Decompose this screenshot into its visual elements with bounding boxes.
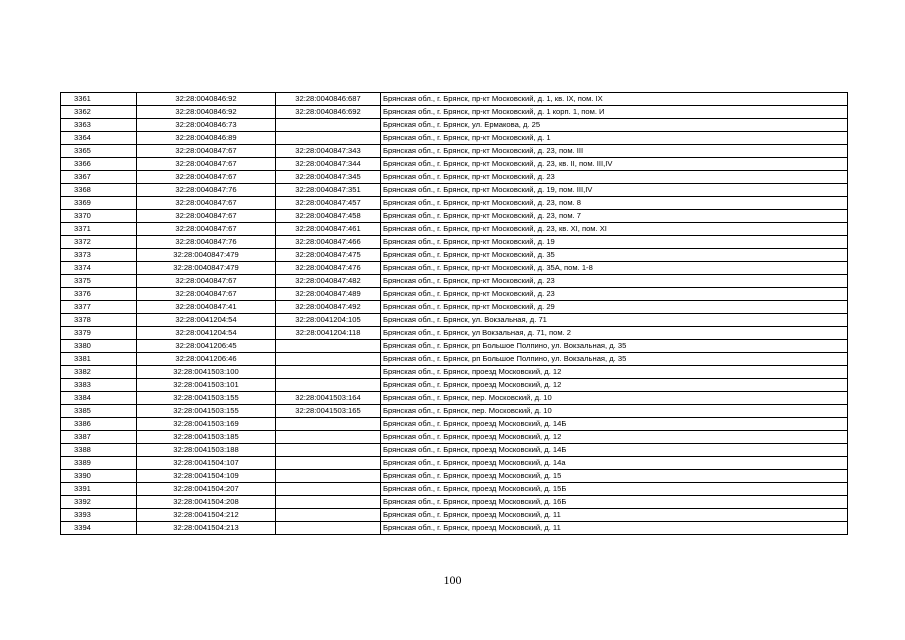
address-cell: Брянская обл., г. Брянск, ул Вокзальная, д. 71, пом. 2: [381, 327, 848, 340]
cadastral-number-cell: 32:28:0040846:89: [137, 132, 276, 145]
object-cadastral-number-cell: [276, 496, 381, 509]
cadastral-number-cell: 32:28:0041504:109: [137, 470, 276, 483]
address-cell: Брянская обл., г. Брянск, пр-кт Московский, д. 23, кв. XI, пом. XI: [381, 223, 848, 236]
table-row: [61, 340, 848, 353]
object-cadastral-number-cell: 32:28:0041204:105: [276, 314, 381, 327]
cadastral-number-cell: 32:28:0040847:67: [137, 197, 276, 210]
address-cell: Брянская обл., г. Брянск, пр-кт Московский, д. 23: [381, 288, 848, 301]
table-row: [61, 444, 848, 457]
address-cell: Брянская обл., г. Брянск, пр-кт Московский, д. 1, кв. IX, пом. IX: [381, 93, 848, 106]
cadastral-number-cell: 32:28:0040847:76: [137, 236, 276, 249]
row-number-cell: 3382: [61, 366, 137, 379]
row-number-cell: 3370: [61, 210, 137, 223]
row-number-cell: 3361: [61, 93, 137, 106]
table-row: [61, 132, 848, 145]
table-row: [61, 301, 848, 314]
address-cell: Брянская обл., г. Брянск, пр-кт Московский, д. 19: [381, 236, 848, 249]
table-row: [61, 262, 848, 275]
cadastral-number-cell: 32:28:0041503:100: [137, 366, 276, 379]
object-cadastral-number-cell: [276, 418, 381, 431]
row-number-cell: 3394: [61, 522, 137, 535]
cadastral-number-cell: 32:28:0040847:67: [137, 171, 276, 184]
table-row: [61, 119, 848, 132]
cadastral-number-cell: 32:28:0040846:92: [137, 93, 276, 106]
address-cell: Брянская обл., г. Брянск, пр-кт Московский, д. 29: [381, 301, 848, 314]
address-cell: Брянская обл., г. Брянск, проезд Московский, д. 15: [381, 470, 848, 483]
cadastral-number-cell: 32:28:0041503:155: [137, 392, 276, 405]
table-row: [61, 288, 848, 301]
address-cell: Брянская обл., г. Брянск, пр-кт Московский, д. 23, кв. II, пом. III,IV: [381, 158, 848, 171]
address-cell: Брянская обл., г. Брянск, проезд Московский, д. 12: [381, 431, 848, 444]
table-row: [61, 405, 848, 418]
cadastral-number-cell: 32:28:0040847:479: [137, 262, 276, 275]
cadastral-number-cell: 32:28:0041503:169: [137, 418, 276, 431]
cadastral-number-cell: 32:28:0040847:67: [137, 145, 276, 158]
property-table-body: [61, 93, 848, 535]
cadastral-number-cell: 32:28:0041503:101: [137, 379, 276, 392]
address-cell: Брянская обл., г. Брянск, пр-кт Московский, д. 23: [381, 171, 848, 184]
row-number-cell: 3371: [61, 223, 137, 236]
cadastral-number-cell: 32:28:0041504:208: [137, 496, 276, 509]
row-number-cell: 3378: [61, 314, 137, 327]
object-cadastral-number-cell: 32:28:0040847:457: [276, 197, 381, 210]
row-number-cell: 3388: [61, 444, 137, 457]
row-number-cell: 3365: [61, 145, 137, 158]
table-row: [61, 483, 848, 496]
row-number-cell: 3367: [61, 171, 137, 184]
object-cadastral-number-cell: 32:28:0040847:345: [276, 171, 381, 184]
address-cell: Брянская обл., г. Брянск, пр-кт Московский, д. 35А, пом. 1-8: [381, 262, 848, 275]
object-cadastral-number-cell: 32:28:0040847:489: [276, 288, 381, 301]
table-row: [61, 158, 848, 171]
row-number-cell: 3364: [61, 132, 137, 145]
table-row: [61, 223, 848, 236]
object-cadastral-number-cell: [276, 379, 381, 392]
address-cell: Брянская обл., г. Брянск, рп Большое Полпино, ул. Вокзальная, д. 35: [381, 353, 848, 366]
row-number-cell: 3386: [61, 418, 137, 431]
cadastral-number-cell: 32:28:0040847:67: [137, 288, 276, 301]
row-number-cell: 3374: [61, 262, 137, 275]
object-cadastral-number-cell: 32:28:0040847:343: [276, 145, 381, 158]
cadastral-number-cell: 32:28:0040846:92: [137, 106, 276, 119]
table-row: [61, 275, 848, 288]
object-cadastral-number-cell: [276, 431, 381, 444]
cadastral-number-cell: 32:28:0040847:479: [137, 249, 276, 262]
cadastral-number-cell: 32:28:0040847:67: [137, 223, 276, 236]
cadastral-number-cell: 32:28:0040847:67: [137, 275, 276, 288]
cadastral-number-cell: 32:28:0041503:185: [137, 431, 276, 444]
table-row: [61, 236, 848, 249]
object-cadastral-number-cell: [276, 366, 381, 379]
table-row: [61, 184, 848, 197]
object-cadastral-number-cell: 32:28:0041204:118: [276, 327, 381, 340]
row-number-cell: 3368: [61, 184, 137, 197]
address-cell: Брянская обл., г. Брянск, проезд Московский, д. 16Б: [381, 496, 848, 509]
row-number-cell: 3366: [61, 158, 137, 171]
row-number-cell: 3372: [61, 236, 137, 249]
object-cadastral-number-cell: 32:28:0040847:466: [276, 236, 381, 249]
address-cell: Брянская обл., г. Брянск, проезд Московский, д. 14Б: [381, 444, 848, 457]
table-row: [61, 327, 848, 340]
object-cadastral-number-cell: [276, 340, 381, 353]
row-number-cell: 3381: [61, 353, 137, 366]
table-row: [61, 418, 848, 431]
object-cadastral-number-cell: [276, 457, 381, 470]
table-row: [61, 210, 848, 223]
row-number-cell: 3362: [61, 106, 137, 119]
row-number-cell: 3377: [61, 301, 137, 314]
row-number-cell: 3369: [61, 197, 137, 210]
object-cadastral-number-cell: [276, 444, 381, 457]
object-cadastral-number-cell: 32:28:0040847:492: [276, 301, 381, 314]
table-row: [61, 457, 848, 470]
table-row: [61, 93, 848, 106]
row-number-cell: 3389: [61, 457, 137, 470]
cadastral-number-cell: 32:28:0040847:67: [137, 158, 276, 171]
object-cadastral-number-cell: [276, 470, 381, 483]
row-number-cell: 3390: [61, 470, 137, 483]
address-cell: Брянская обл., г. Брянск, проезд Московский, д. 15Б: [381, 483, 848, 496]
address-cell: Брянская обл., г. Брянск, рп Большое Полпино, ул. Вокзальная, д. 35: [381, 340, 848, 353]
table-row: [61, 470, 848, 483]
cadastral-number-cell: 32:28:0041503:155: [137, 405, 276, 418]
cadastral-number-cell: 32:28:0040847:41: [137, 301, 276, 314]
table-row: [61, 392, 848, 405]
object-cadastral-number-cell: 32:28:0040847:482: [276, 275, 381, 288]
row-number-cell: 3363: [61, 119, 137, 132]
address-cell: Брянская обл., г. Брянск, пер. Московский, д. 10: [381, 405, 848, 418]
table-row: [61, 353, 848, 366]
row-number-cell: 3384: [61, 392, 137, 405]
address-cell: Брянская обл., г. Брянск, ул. Ермакова, д. 25: [381, 119, 848, 132]
row-number-cell: 3392: [61, 496, 137, 509]
row-number-cell: 3380: [61, 340, 137, 353]
table-row: [61, 249, 848, 262]
row-number-cell: 3385: [61, 405, 137, 418]
table-row: [61, 171, 848, 184]
object-cadastral-number-cell: 32:28:0040847:458: [276, 210, 381, 223]
address-cell: Брянская обл., г. Брянск, проезд Московский, д. 11: [381, 522, 848, 535]
object-cadastral-number-cell: 32:28:0040847:475: [276, 249, 381, 262]
object-cadastral-number-cell: 32:28:0040847:461: [276, 223, 381, 236]
row-number-cell: 3379: [61, 327, 137, 340]
object-cadastral-number-cell: 32:28:0040847:344: [276, 158, 381, 171]
cadastral-number-cell: 32:28:0040846:73: [137, 119, 276, 132]
cadastral-number-cell: 32:28:0041206:45: [137, 340, 276, 353]
cadastral-number-cell: 32:28:0041504:213: [137, 522, 276, 535]
address-cell: Брянская обл., г. Брянск, пр-кт Московский, д. 19, пом. III,IV: [381, 184, 848, 197]
object-cadastral-number-cell: [276, 483, 381, 496]
row-number-cell: 3391: [61, 483, 137, 496]
cadastral-number-cell: 32:28:0040847:76: [137, 184, 276, 197]
row-number-cell: 3383: [61, 379, 137, 392]
object-cadastral-number-cell: 32:28:0040847:351: [276, 184, 381, 197]
row-number-cell: 3393: [61, 509, 137, 522]
row-number-cell: 3375: [61, 275, 137, 288]
address-cell: Брянская обл., г. Брянск, проезд Московский, д. 11: [381, 509, 848, 522]
address-cell: Брянская обл., г. Брянск, пр-кт Московский, д. 1 корп. 1, пом. И: [381, 106, 848, 119]
object-cadastral-number-cell: 32:28:0040847:476: [276, 262, 381, 275]
table-row: [61, 496, 848, 509]
page-number: 100: [443, 573, 462, 587]
table-row: [61, 379, 848, 392]
object-cadastral-number-cell: 32:28:0040846:687: [276, 93, 381, 106]
cadastral-number-cell: 32:28:0041504:107: [137, 457, 276, 470]
object-cadastral-number-cell: [276, 353, 381, 366]
table-row: [61, 197, 848, 210]
object-cadastral-number-cell: [276, 132, 381, 145]
address-cell: Брянская обл., г. Брянск, проезд Московский, д. 14а: [381, 457, 848, 470]
table-row: [61, 366, 848, 379]
address-cell: Брянская обл., г. Брянск, пр-кт Московский, д. 23, пом. 8: [381, 197, 848, 210]
table-row: [61, 431, 848, 444]
object-cadastral-number-cell: [276, 522, 381, 535]
address-cell: Брянская обл., г. Брянск, пр-кт Московский, д. 23, пом. 7: [381, 210, 848, 223]
table-row: [61, 314, 848, 327]
address-cell: Брянская обл., г. Брянск, пр-кт Московский, д. 23: [381, 275, 848, 288]
address-cell: Брянская обл., г. Брянск, проезд Московский, д. 12: [381, 379, 848, 392]
row-number-cell: 3376: [61, 288, 137, 301]
cadastral-number-cell: 32:28:0041206:46: [137, 353, 276, 366]
cadastral-number-cell: 32:28:0040847:67: [137, 210, 276, 223]
object-cadastral-number-cell: [276, 119, 381, 132]
cadastral-number-cell: 32:28:0041504:212: [137, 509, 276, 522]
address-cell: Брянская обл., г. Брянск, пр-кт Московский, д. 35: [381, 249, 848, 262]
table-row: [61, 106, 848, 119]
object-cadastral-number-cell: [276, 509, 381, 522]
address-cell: Брянская обл., г. Брянск, ул. Вокзальная, д. 71: [381, 314, 848, 327]
property-table-container: [60, 92, 847, 535]
object-cadastral-number-cell: 32:28:0040846:692: [276, 106, 381, 119]
table-row: [61, 509, 848, 522]
address-cell: Брянская обл., г. Брянск, проезд Московский, д. 14Б: [381, 418, 848, 431]
row-number-cell: 3387: [61, 431, 137, 444]
address-cell: Брянская обл., г. Брянск, пр-кт Московский, д. 23, пом. III: [381, 145, 848, 158]
property-table: [60, 92, 848, 535]
address-cell: Брянская обл., г. Брянск, пер. Московский, д. 10: [381, 392, 848, 405]
cadastral-number-cell: 32:28:0041504:207: [137, 483, 276, 496]
table-row: [61, 145, 848, 158]
cadastral-number-cell: 32:28:0041204:54: [137, 314, 276, 327]
cadastral-number-cell: 32:28:0041503:188: [137, 444, 276, 457]
table-row: [61, 522, 848, 535]
object-cadastral-number-cell: 32:28:0041503:164: [276, 392, 381, 405]
object-cadastral-number-cell: 32:28:0041503:165: [276, 405, 381, 418]
address-cell: Брянская обл., г. Брянск, проезд Московский, д. 12: [381, 366, 848, 379]
row-number-cell: 3373: [61, 249, 137, 262]
address-cell: Брянская обл., г. Брянск, пр-кт Московский, д. 1: [381, 132, 848, 145]
cadastral-number-cell: 32:28:0041204:54: [137, 327, 276, 340]
